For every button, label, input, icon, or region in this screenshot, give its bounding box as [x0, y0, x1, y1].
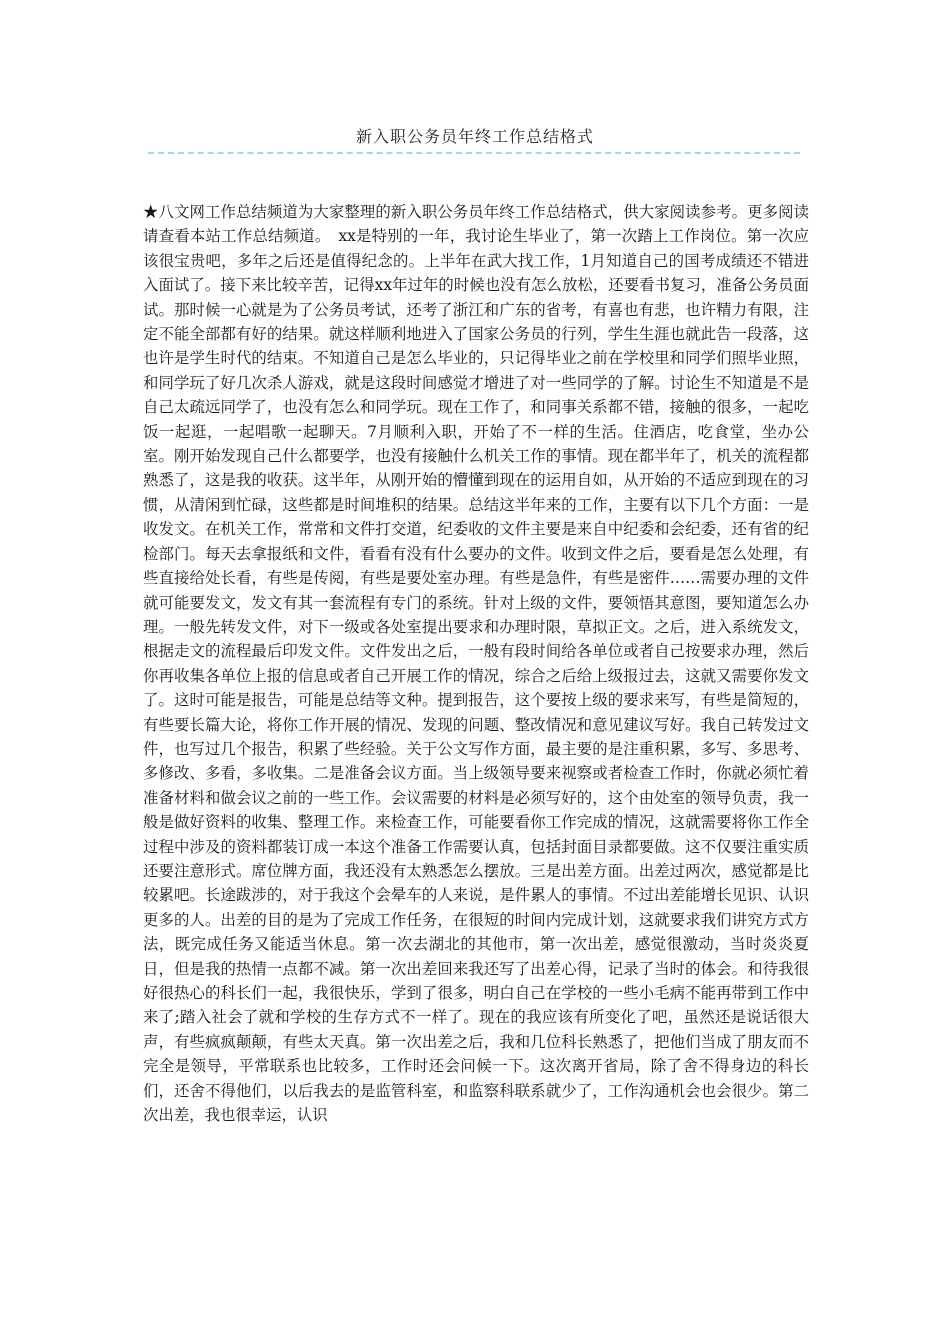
document-title: 新入职公务员年终工作总结格式 [355, 127, 594, 146]
document-body: ★八文网工作总结频道为大家整理的新入职公务员年终工作总结格式，供大家阅读参考。更多阅读请查看本站工作总结频道。 xx是特别的一年，我讨论生毕业了，第一次踏上工作岗位。第一次应该很宝贵吧，多年之后还是值得纪念的。上半年在武大找工作，1月知道自己的国考成绩还不错进入面试了。接下来比较辛苦，记得xx年过年的时候也没有怎么放松，还要看书复习，准备公务员面试。那时候一心就是为了公务员考试，还考了浙江和广东的省考，有喜也有悲，也许精力有限，注定不能全部都有好的结果。就这样顺利地进入了国家公务员的行列，学生生涯也就此告一段落，这也许是学生时代的结束。不知道自己是怎么毕业的，只记得毕业之前在学校里和同学们照毕业照，和同学玩了好几次杀人游戏，就是这段时间感觉才增进了对一些同学的了解。讨论生不知道是不是自己太疏远同学了，也没有怎么和同学玩。现在工作了，和同事关系都不错，接触的很多，一起吃饭一起逛，一起唱歌一起聊天。7月顺利入职，开始了不一样的生活。住酒店，吃食堂，坐办公室。刚开始发现自己什么都要学，也没有接触什么机关工作的事情。现在都半年了，机关的流程都熟悉了，这是我的收获。这半年，从刚开始的懵懂到现在的运用自如，从开始的不适应到现在的习惯，从清闲到忙碌，这些都是时间堆积的结果。总结这半年来的工作，主要有以下几个方面：一是收发文。在机关工作，常常和文件打交道，纪委收的文件主要是来自中纪委和会纪委，还有省的纪检部门。每天去拿报纸和文件，看看有没有什么要办的文件。收到文件之后，要看是怎么处理，有些直接给处长看，有些是传阅，有些是要处室办理。有些是急件，有些是密件……需要办理的文件就可能要发文，发文有其一套流程有专门的系统。针对上级的文件，要领悟其意图，要知道怎么办理。一般先转发文件，对下一级或各处室提出要求和办理时限，草拟正文。之后，进入系统发文，根据走文的流程最后印发文件。文件发出之后，一般有段时间给各单位或者自己按要求办理，然后你再收集各单位上报的信息或者自己开展工作的情况，综合之后给上级报过去，这就又需要你发文了。这时可能是报告，可能是总结等文种。提到报告，这个要按上级的要求来写，有些是简短的，有些要长篇大论，将你工作开展的情况、发现的问题、整改情况和意见建议写好。我自己转发过文件，也写过几个报告，积累了些经验。关于公文写作方面，最主要的是注重积累，多写、多思考、多修改、多看，多收集。二是准备会议方面。当上级领导要来视察或者检查工作时，你就必须忙着准备材料和做会议之前的一些工作。会议需要的材料是必须写好的，这个由处室的领导负责，我一般是做好资料的收集、整理工作。来检查工作，可能要看你工作完成的情况，这就需要将你工作全过程中涉及的资料都装订成一本这个准备工作需要认真，包括封面目录都要做。这不仅要注重实质还要注意形式。席位牌方面，我还没有太熟悉怎么摆放。三是出差方面。出差过两次，感觉都是比较累吧。长途跋涉的，对于我这个会晕车的人来说，是件累人的事情。不过出差能增长见识、认识更多的人。出差的目的是为了完成工作任务，在很短的时间内完成计划，这就要求我们讲究方式方法，既完成任务又能适当休息。第一次去湖北的其他市，第一次出差，感觉很激动，当时炎炎夏日，但是我的热情一点都不减。第一次出差回来我还写了出差心得，记录了当时的体会。和待我很好很热心的科长们一起，我很快乐，学到了很多，明白自己在学校的一些小毛病不能再带到工作中来了;踏入社会了就和学校的生存方式不一样了。现在的我应该有所变化了吧，虽然还是说话很大声，有些疯疯颠颠，有些太天真。第一次出差之后，我和几位科长熟悉了，把他们当成了朋友而不完全是领导，平常联系也比较多，工作时还会问候一下。这次离开省局，除了舍不得身边的科长们，还舍不得他们，以后我去的是监管科室，和监察科联系就少了，工作沟通机会也会很少。第二次出差，我也很幸运，认识 [143, 203, 809, 1125]
title-divider [148, 152, 800, 154]
